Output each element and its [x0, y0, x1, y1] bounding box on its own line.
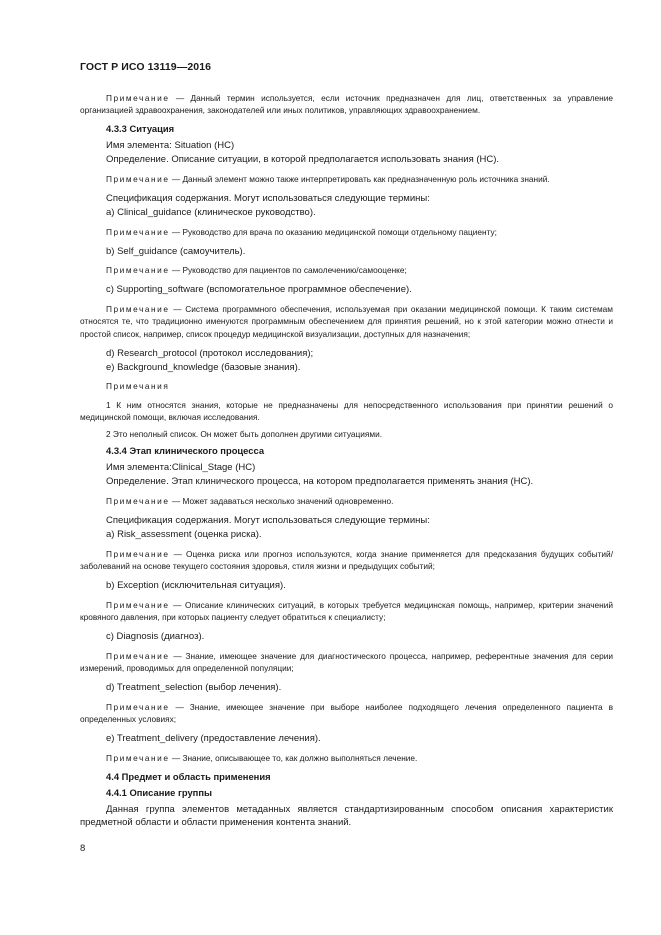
notes-item: 2 Это неполный список. Он может быть дополнен другими ситуациями. [106, 429, 383, 440]
note-text: — Руководство для врача по оказанию медицинской помощи отдельному пациенту; [169, 226, 497, 237]
page-number: 8 [80, 843, 86, 854]
note-label: Примечание [106, 226, 170, 237]
section-paragraph: Данная группа элементов метаданных является стандартизированным способом описания характеристик предметной области и области применения контента знаний. [80, 803, 613, 828]
content-specification: Спецификация содержания. Могут использоваться следующие термины: [106, 193, 430, 204]
notes-label: Примечания [106, 381, 170, 392]
note-text: — Руководство для пациентов по самолечению/самооценке; [169, 265, 407, 276]
list-item: a) Clinical_guidance (клиническое руководство). [106, 207, 316, 218]
note-text: — Описание клинических ситуаций, в которых требуется медицинская помощь, например, критерии значений кровяного давления, при которых пациенту следует обратиться к специалисту; [80, 599, 613, 622]
element-name: Имя элемента: Situation (HC) [106, 140, 235, 152]
note-label: Примечание [106, 599, 170, 610]
note-text: — Может задаваться несколько значений одновременно. [169, 496, 394, 506]
list-item: c) Supporting_software (вспомогательное программное обеспечение). [106, 284, 412, 296]
note-text: — Данный термин используется, если источник предназначен для лиц, ответственных за управление организацией здравоохранения, законодателей или иных политиков, управляющих здравоохранением. [80, 93, 613, 116]
note-paragraph [80, 495, 613, 507]
standard-header: ГОСТ Р ИСО 13119—2016 [80, 61, 212, 73]
list-item: a) Risk_assessment (оценка риска). [106, 529, 262, 540]
list-item: b) Exception (исключительная ситуация). [106, 580, 286, 591]
note-text: — Знание, имеющее значение для диагностического процесса, например, референтные значения для серии измерений, проводимых для определенной популяции; [80, 650, 613, 673]
list-item: d) Treatment_selection (выбор лечения). [106, 682, 282, 693]
section-heading-4-4: 4.4 Предмет и область применения [106, 770, 271, 782]
list-item: e) Treatment_delivery (предоставление лечения). [106, 733, 321, 744]
note-text: — Знание, описывающее то, как должно выполняться лечение. [169, 752, 418, 763]
note-paragraph [80, 303, 613, 340]
note-label: Примечание [106, 93, 170, 103]
note-paragraph [80, 173, 613, 185]
note-paragraph [80, 226, 613, 238]
list-item: d) Research_protocol (протокол исследования); [106, 347, 314, 359]
note-paragraph [80, 752, 613, 764]
element-definition: Определение. Этап клинического процесса, на котором предполагается применять знания (НС). [106, 476, 534, 488]
page-content [80, 92, 613, 830]
element-name: Имя элемента:Clinical_Stage (HC) [106, 462, 256, 474]
note-label: Примечание [106, 496, 170, 506]
note-paragraph [80, 650, 613, 675]
note-paragraph [80, 264, 613, 276]
note-label: Примечание [106, 174, 170, 184]
section-heading-4-4-1: 4.4.1 Описание группы [106, 786, 213, 798]
content-specification: Спецификация содержания. Могут использоваться следующие термины: [106, 515, 430, 526]
section-heading-4-3-4: 4.3.4 Этап клинического процесса [106, 445, 265, 457]
list-item: c) Diagnosis (диагноз). [106, 631, 205, 642]
note-text: — Знание, имеющее значение при выборе наиболее подходящего лечения определенного пациента в определенных условиях; [80, 701, 613, 724]
note-label: Примечание [106, 265, 170, 276]
note-text: — Система программного обеспечения, используемая при оказании медицинской помощи. К таким системам относятся те, что традиционно именуются программным обеспечением для принятия решений, но к этой категории можно отнести и простой список, например, список процедур медицинской визуализации, доступных для назначения; [80, 303, 613, 339]
note-label: Примечание [106, 303, 170, 314]
note-label: Примечание [106, 548, 170, 559]
note-paragraph [80, 92, 613, 117]
note-paragraph [80, 701, 613, 726]
note-text: — Данный элемент можно также интерпретировать как предназначенную роль источника знаний. [169, 174, 550, 184]
list-item: e) Background_knowledge (базовые знания). [106, 361, 301, 373]
note-text: — Оценка риска или прогноз используются, когда знание применяется для предсказания будущих событий/заболеваний на основе текущего состояния здоровья, стиля жизни и предыдущих событий; [80, 548, 613, 571]
list-item: b) Self_guidance (самоучитель). [106, 245, 246, 257]
notes-item: 1 К ним относятся знания, которые не предназначены для непосредственного использования при принятии решений о медицинской помощи, включая исследования. [80, 399, 613, 422]
note-paragraph [80, 548, 613, 573]
element-definition: Определение. Описание ситуации, в которой предполагается использовать знания (НС). [106, 154, 500, 166]
note-label: Примечание [106, 650, 170, 661]
note-label: Примечание [106, 701, 170, 712]
note-paragraph [80, 599, 613, 624]
section-heading-4-3-3: 4.3.3 Ситуация [106, 123, 175, 135]
note-label: Примечание [106, 752, 170, 763]
